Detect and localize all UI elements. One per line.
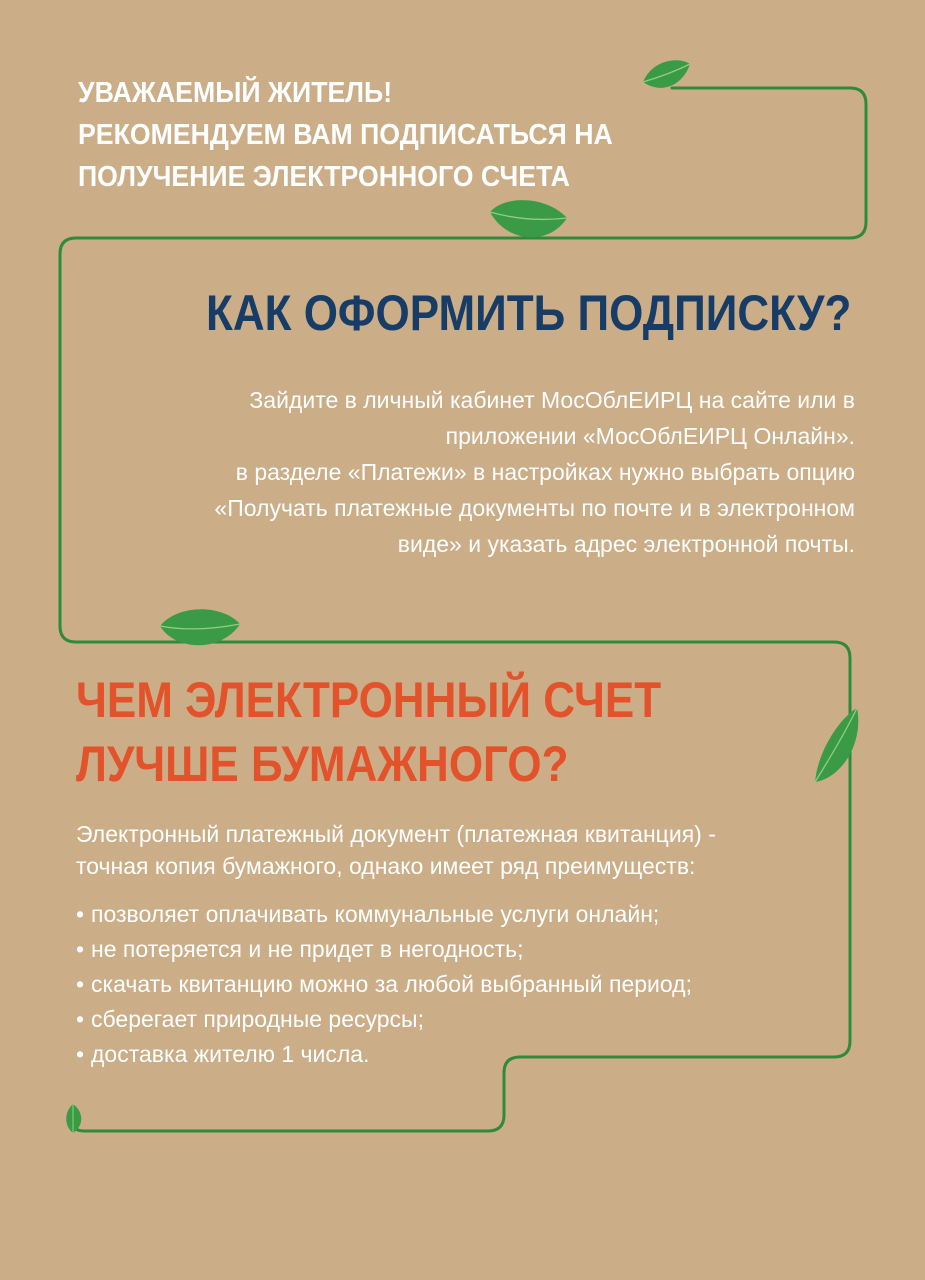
list-item: • позволяет оплачивать коммунальные услуги онлайн;: [76, 897, 796, 932]
paragraph-line: виде» и указать адрес электронной почты.: [397, 531, 855, 557]
leaf-icon: [643, 60, 690, 88]
leaf-icon: [66, 1104, 81, 1133]
leaf-icon: [490, 200, 567, 237]
paragraph-line: Зайдите в личный кабинет МосОблЕИРЦ на сайте или в: [249, 387, 855, 413]
paragraph-line: приложении «МосОблЕИРЦ Онлайн».: [445, 423, 855, 449]
paragraph-line: Электронный платежный документ (платежная квитанция) -: [76, 821, 716, 847]
list-item: • скачать квитанцию можно за любой выбранный период;: [76, 967, 796, 1002]
paragraph-line: «Получать платежные документы по почте и в электронном: [214, 495, 855, 521]
how-to-subscribe-title: КАК ОФОРМИТЬ ПОДПИСКУ?: [205, 285, 851, 341]
leaf-icon: [815, 708, 858, 782]
paragraph-line: точная копия бумажного, однако имеет ряд преимуществ:: [76, 853, 696, 879]
paragraph-line: в разделе «Платежи» в настройках нужно выбрать опцию: [235, 459, 855, 485]
title-line: ЛУЧШЕ БУМАЖНОГО?: [76, 736, 569, 792]
leaf-icon: [160, 609, 240, 645]
intro-line: РЕКОМЕНДУЕМ ВАМ ПОДПИСАТЬСЯ НА: [78, 119, 613, 151]
intro-line: ПОЛУЧЕНИЕ ЭЛЕКТРОННОГО СЧЕТА: [78, 161, 570, 193]
intro-line: УВАЖАЕМЫЙ ЖИТЕЛЬ!: [78, 77, 393, 109]
intro-heading: [78, 72, 648, 198]
why-electronic-intro: [76, 818, 796, 882]
why-electronic-title: [76, 668, 661, 796]
title-line: ЧЕМ ЭЛЕКТРОННЫЙ СЧЕТ: [76, 672, 662, 728]
how-to-subscribe-text: [135, 382, 855, 562]
list-item: • доставка жителю 1 числа.: [76, 1037, 796, 1072]
benefits-list: [76, 897, 796, 1072]
list-item: • не потеряется и не придет в негодность;: [76, 932, 796, 967]
list-item: • сберегает природные ресурсы;: [76, 1002, 796, 1037]
